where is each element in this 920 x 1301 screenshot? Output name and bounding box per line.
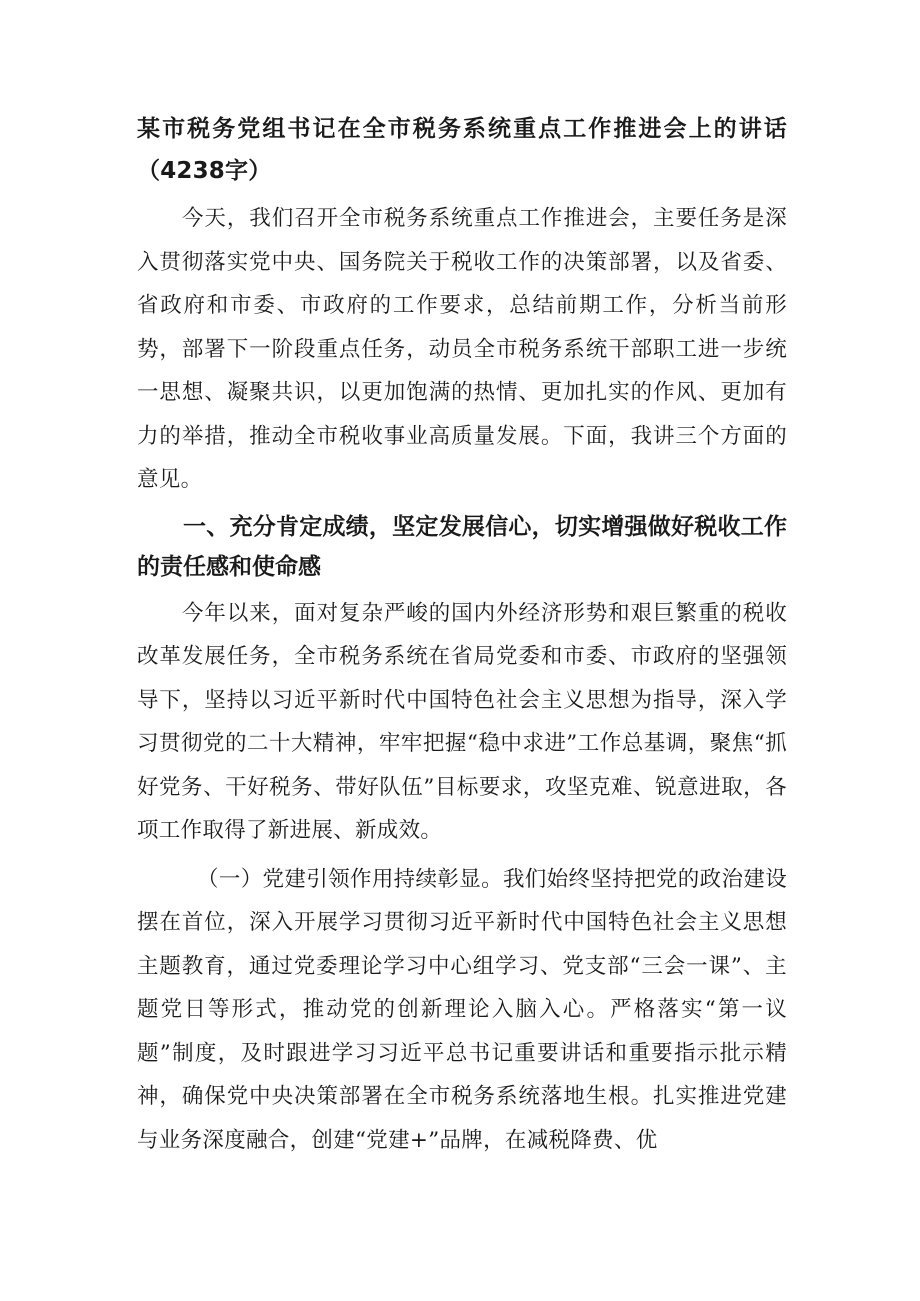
section-1-paragraph: 今年以来，面对复杂严峻的国内外经济形势和艰巨繁重的税收改革发展任务，全市税务系统在省局党委和市委、市政府的坚强领导下，坚持以习近平新时代中国特色社会主义思想为指导，深入学习贯彻党的二十大精神，牢牢把握“稳中求进”工作总基调，聚焦“抓好党务、干好税务、带好队伍”目标要求，攻坚克难、锐意进取，各项工作取得了新进展、新成效。 bbox=[137, 600, 787, 843]
subsection-1-paragraph: （一）党建引领作用持续彰显。我们始终坚持把党的政治建设摆在首位，深入开展学习贯彻习近平新时代中国特色社会主义思想主题教育，通过党委理论学习中心组学习、党支部“三会一课”、主题党日等形式，推动党的创新理论入脑入心。严格落实“第一议题”制度，及时跟进学习习近平总书记重要讲话和重要指示批示精神，确保党中央决策部署在全市税务系统落地生根。扎实推进党建与业务深度融合，创建“党建+”品牌，在减税降费、优 bbox=[137, 866, 787, 1153]
document-body bbox=[137, 108, 787, 1162]
intro-paragraph: 今天，我们召开全市税务系统重点工作推进会，主要任务是深入贯彻落实党中央、国务院关于税收工作的决策部署，以及省委、省政府和市委、市政府的工作要求，总结前期工作，分析当前形势，部署下一阶段重点任务，动员全市税务系统干部职工进一步统一思想、凝聚共识，以更加饱满的热情、更加扎实的作风、更加有力的举措，推动全市税收事业高质量发展。下面，我讲三个方面的意见。 bbox=[137, 206, 787, 492]
document-title: 某市税务党组书记在全市税务系统重点工作推进会上的讲话（4238字） bbox=[137, 116, 787, 184]
section-heading-1: 一、充分肯定成绩，坚定发展信心，切实增强做好税收工作的责任感和使命感 bbox=[137, 513, 787, 580]
